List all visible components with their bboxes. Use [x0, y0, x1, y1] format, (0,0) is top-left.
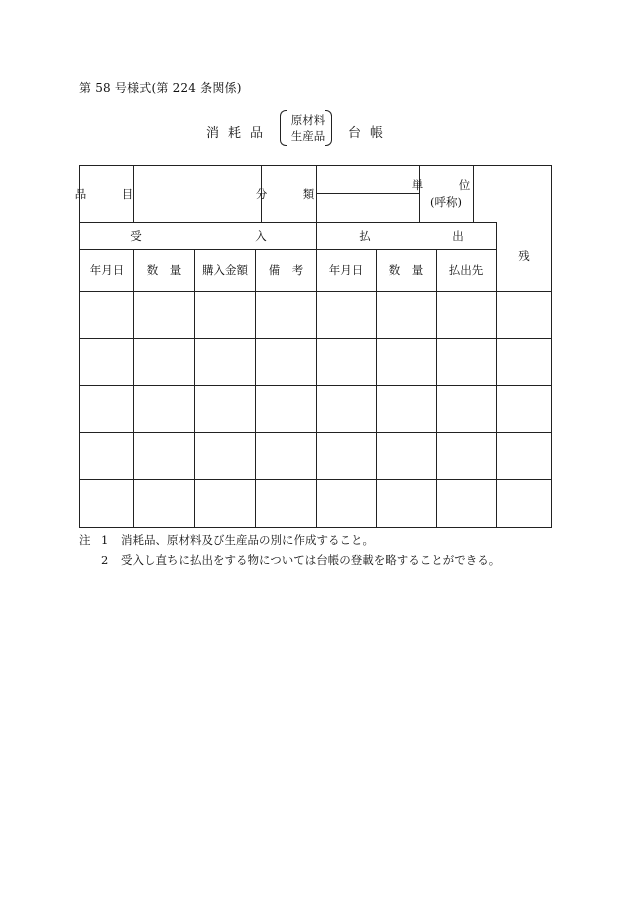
receipt-header-right: 入	[255, 229, 267, 243]
column-header: 備 考	[268, 263, 304, 277]
row-divider	[80, 249, 496, 250]
note-text: 消耗品、原材料及び生産品の別に作成すること。	[121, 533, 374, 547]
column-header: 数 量	[146, 263, 182, 277]
right-brace	[325, 110, 332, 146]
col-divider	[376, 249, 377, 527]
row-divider	[316, 193, 419, 194]
title-consumables: 消耗品	[206, 126, 273, 141]
col-divider	[255, 249, 256, 527]
col-divider	[194, 249, 195, 527]
col-divider	[133, 249, 134, 527]
title-ledger: 台帳	[348, 126, 393, 141]
note-number: 1	[101, 533, 109, 547]
receipt-header-left: 受	[130, 229, 142, 243]
left-brace	[280, 110, 287, 146]
title-brace	[280, 108, 332, 146]
unit-call-label: (呼称)	[430, 195, 462, 209]
title-brace-products: 生産品	[290, 129, 326, 143]
balance-header: 残	[518, 249, 530, 263]
col-divider	[473, 166, 474, 222]
col-divider	[316, 166, 317, 527]
note-number: 2	[101, 553, 109, 567]
unit-label: 単 位	[411, 178, 483, 192]
ledger-title	[200, 108, 440, 148]
column-header: 年月日	[328, 263, 364, 277]
issue-header-right: 出	[452, 229, 464, 243]
classification-label: 分 類	[255, 187, 327, 201]
col-divider	[419, 166, 420, 222]
ledger-table	[74, 165, 552, 528]
form-number-label: 第 58 号様式(第 224 条関係)	[79, 81, 242, 95]
column-header: 年月日	[89, 263, 125, 277]
column-header: 数 量	[388, 263, 424, 277]
col-divider	[496, 222, 497, 527]
col-divider	[436, 249, 437, 527]
row-divider	[80, 222, 496, 223]
item-name-label: 品 目	[74, 187, 146, 201]
title-brace-raw-materials: 原材料	[290, 113, 326, 127]
issue-header-left: 払	[359, 229, 371, 243]
note-head: 注	[79, 533, 91, 547]
note-text: 受入し直ちに払出をする物については台帳の登載を略することができる。	[121, 553, 501, 567]
column-header: 購入金額	[202, 263, 248, 277]
column-header: 払出先	[448, 263, 484, 277]
